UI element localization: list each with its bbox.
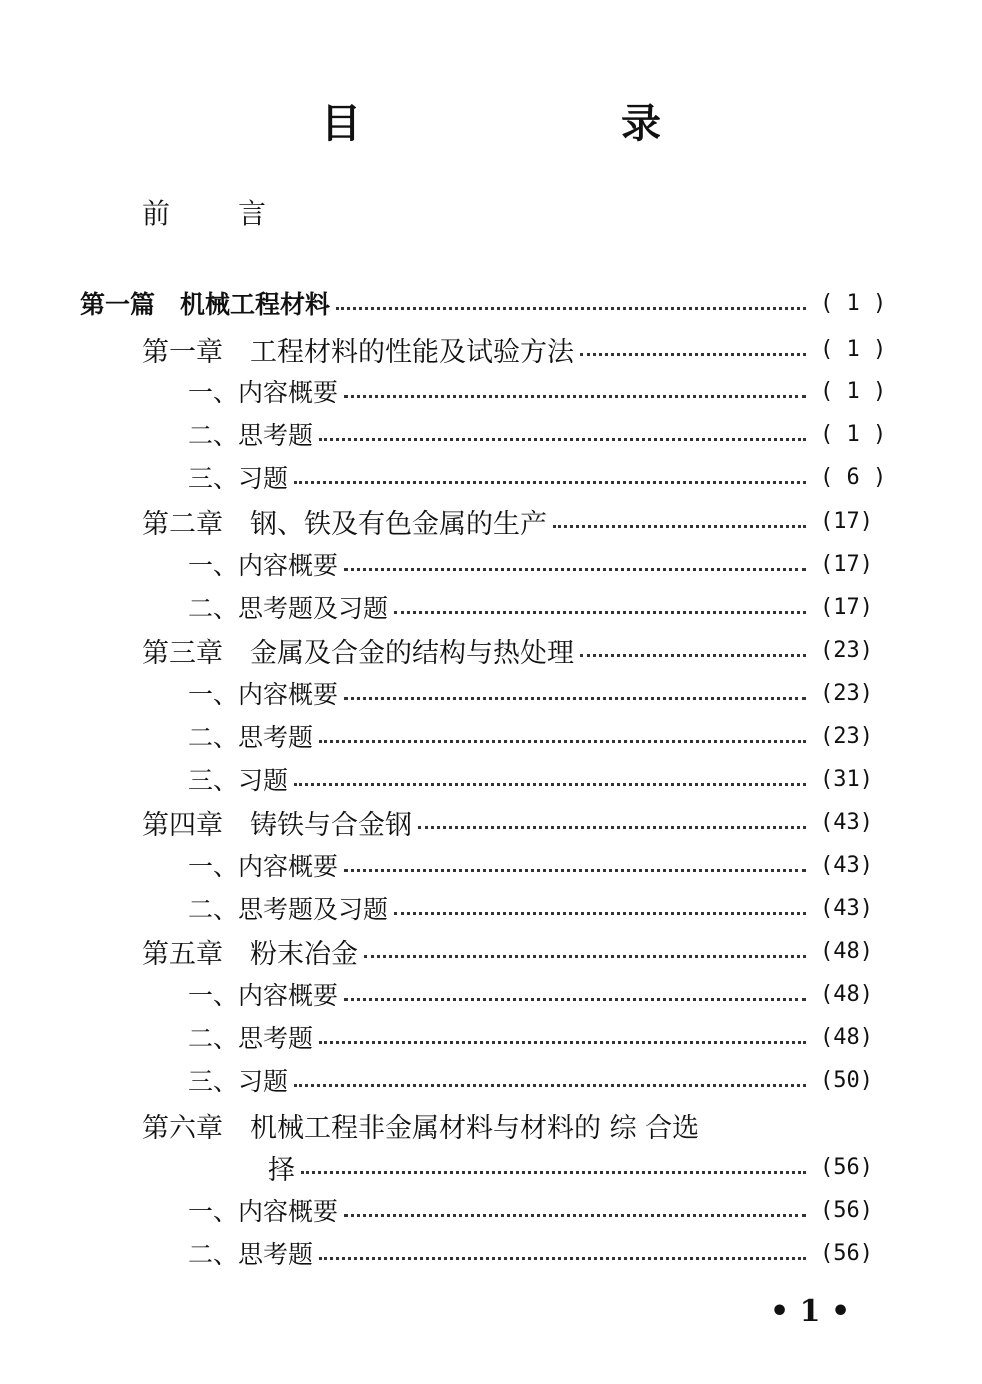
leader-dots <box>394 910 806 915</box>
toc-entry-chapter[interactable] <box>142 801 900 843</box>
toc-entry-label: 二、思考题及习题 <box>188 594 389 623</box>
leader-dots <box>301 1169 806 1174</box>
toc-entry-label: 一、内容概要 <box>188 680 339 709</box>
toc-entry-page: (43) <box>820 852 873 878</box>
leader-dots <box>319 436 806 441</box>
toc-entry-label: 第三章 金属及合金的结构与热处理 <box>142 637 574 669</box>
toc-entry-part[interactable] <box>80 282 900 324</box>
leader-dots <box>553 523 806 528</box>
toc-entry-section[interactable] <box>188 844 900 886</box>
toc-entry-page: (43) <box>820 895 873 921</box>
toc-entry-page: ( 1 ) <box>820 290 887 316</box>
toc-entry-page: (56) <box>820 1154 873 1180</box>
toc-entry-page: (48) <box>820 1024 873 1050</box>
leader-dots <box>344 393 806 398</box>
toc-entry-section[interactable] <box>188 1016 900 1058</box>
toc-entry-label: 第二章 钢、铁及有色金属的生产 <box>142 508 547 540</box>
toc-entry-label: 三、习题 <box>188 766 289 795</box>
toc-entry-chapter[interactable] <box>142 500 900 542</box>
page-title: 目 录 <box>321 100 771 147</box>
toc-entry-section[interactable] <box>188 758 900 800</box>
toc-entry-section[interactable] <box>188 672 900 714</box>
toc-entry-label: 二、思考题 <box>188 1240 314 1269</box>
toc-entry-page: (23) <box>820 637 873 663</box>
toc-entry-page: (17) <box>820 594 873 620</box>
leader-dots <box>294 781 806 786</box>
toc-entry-label: 第五章 粉末冶金 <box>142 938 358 970</box>
toc-entry-section[interactable] <box>188 456 900 498</box>
leader-dots <box>580 351 806 356</box>
toc-entry-page: (50) <box>820 1067 873 1093</box>
toc-entry-section[interactable] <box>188 543 900 585</box>
toc-entry-label: 一、内容概要 <box>188 1197 339 1226</box>
toc-entry-label: 三、习题 <box>188 1067 289 1096</box>
toc-entry-page: (56) <box>820 1240 873 1266</box>
toc-entry-chapter[interactable] <box>142 629 900 671</box>
page-number: • 1 • <box>770 1294 851 1329</box>
toc-entry-section[interactable] <box>188 973 900 1015</box>
toc-entry-section[interactable] <box>188 1232 900 1274</box>
toc-entry-page: ( 6 ) <box>820 464 887 490</box>
toc-entry-label: 第一章 工程材料的性能及试验方法 <box>142 336 574 368</box>
toc-entry-page: (48) <box>820 938 873 964</box>
leader-dots <box>319 1255 806 1260</box>
toc-entry-label: 第四章 铸铁与合金钢 <box>142 809 412 841</box>
leader-dots <box>344 996 806 1001</box>
toc-entry-label: 三、习题 <box>188 464 289 493</box>
leader-dots <box>319 738 806 743</box>
toc-entry-chapter-continued[interactable] <box>268 1146 900 1188</box>
toc-entry-page: ( 1 ) <box>820 378 887 404</box>
toc-entry-section[interactable] <box>188 1059 900 1101</box>
leader-dots <box>344 867 806 872</box>
toc-entry-section[interactable] <box>188 413 900 455</box>
toc-entry-label: 第六章 机械工程非金属材料与材料的 综 合选 <box>142 1112 700 1144</box>
leader-dots <box>294 479 806 484</box>
leader-dots <box>344 1212 806 1217</box>
toc-entry-page: (17) <box>820 508 873 534</box>
toc-entry-chapter[interactable] <box>142 328 900 370</box>
toc-entry-label: 二、思考题 <box>188 1024 314 1053</box>
leader-dots <box>336 305 806 310</box>
leader-dots <box>344 566 806 571</box>
toc-entry-page: (23) <box>820 723 873 749</box>
leader-dots <box>394 609 806 614</box>
toc-entry-page: (43) <box>820 809 873 835</box>
toc-entry-page: ( 1 ) <box>820 421 887 447</box>
toc-entry-page: (31) <box>820 766 873 792</box>
toc-entry-section[interactable] <box>188 586 900 628</box>
leader-dots <box>294 1082 806 1087</box>
leader-dots <box>580 652 806 657</box>
toc-entry-label: 择 <box>268 1154 295 1186</box>
toc-entry-label: 一、内容概要 <box>188 852 339 881</box>
toc-entry-section[interactable] <box>188 370 900 412</box>
toc-entry-page: (17) <box>820 551 873 577</box>
toc-entry-label: 二、思考题 <box>188 421 314 450</box>
toc-entry-chapter[interactable] <box>142 1104 900 1146</box>
preface-heading: 前言 <box>142 197 335 230</box>
toc-entry-section[interactable] <box>188 1189 900 1231</box>
leader-dots <box>344 695 806 700</box>
leader-dots <box>364 953 806 958</box>
toc-entry-label: 第一篇 机械工程材料 <box>80 290 331 319</box>
toc-entry-label: 一、内容概要 <box>188 378 339 407</box>
leader-dots <box>319 1039 806 1044</box>
toc-entry-page: ( 1 ) <box>820 336 887 362</box>
toc-entry-section[interactable] <box>188 887 900 929</box>
toc-entry-label: 一、内容概要 <box>188 981 339 1010</box>
leader-dots <box>418 824 806 829</box>
toc-entry-page: (23) <box>820 680 873 706</box>
toc-entry-page: (56) <box>820 1197 873 1223</box>
toc-entry-label: 二、思考题 <box>188 723 314 752</box>
toc-entry-page: (48) <box>820 981 873 1007</box>
toc-entry-label: 二、思考题及习题 <box>188 895 389 924</box>
toc-entry-label: 一、内容概要 <box>188 551 339 580</box>
toc-entry-section[interactable] <box>188 715 900 757</box>
toc-entry-chapter[interactable] <box>142 930 900 972</box>
